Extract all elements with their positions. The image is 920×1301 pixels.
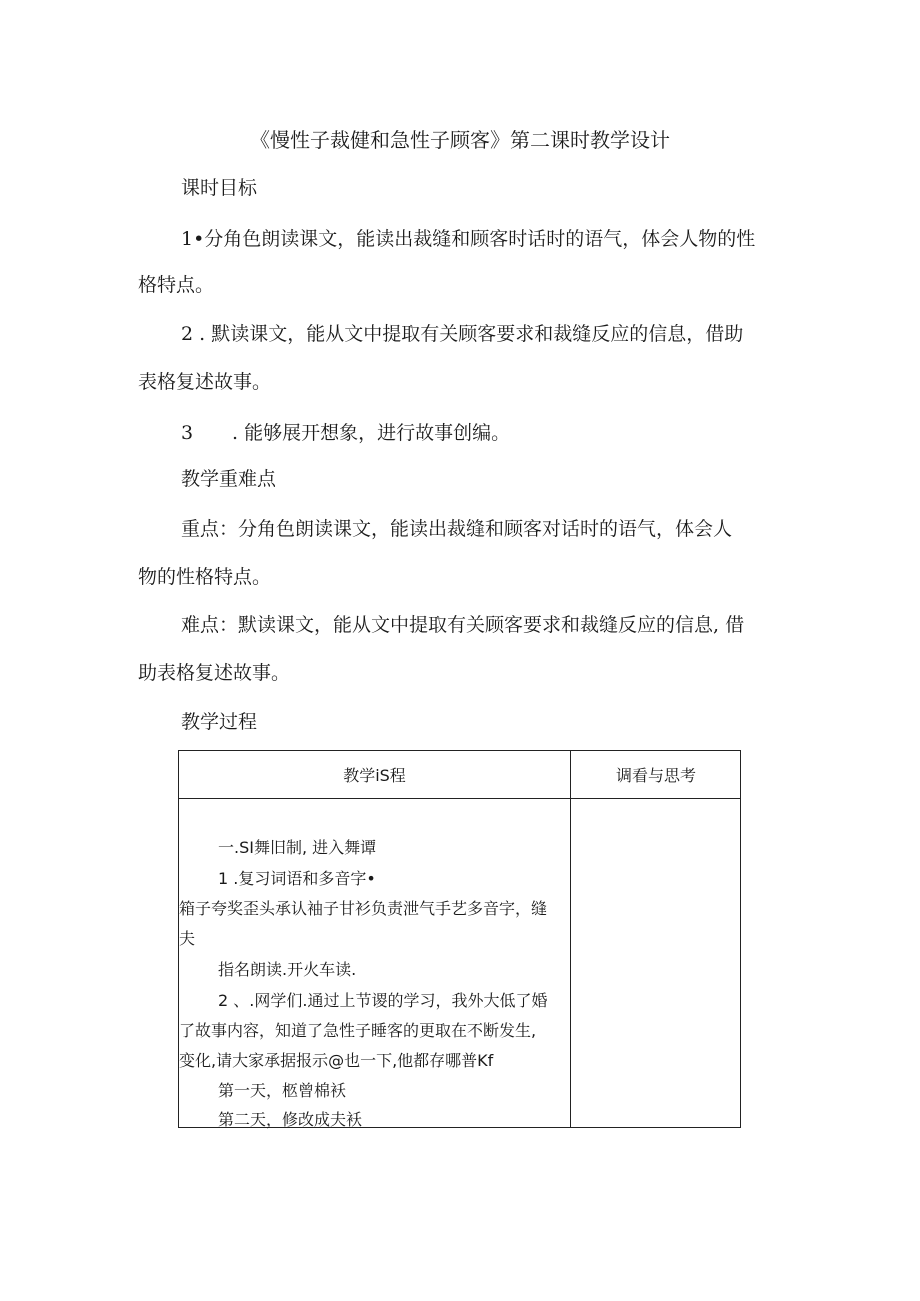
keypoint-line-2: 物的性格特点。 [138, 566, 272, 588]
table-header-divider [179, 798, 740, 799]
objective-2-line-1: 2 . 默读课文，能从文中提取有关顾客要求和裁缝反应的信息，借助 [181, 323, 744, 345]
objective-2-line-2: 表格复述故事。 [138, 371, 272, 393]
table-column-divider [570, 751, 571, 1127]
objective-1-line-2: 格特点。 [138, 274, 215, 296]
objective-1-line-1: 1•分角色朗读课文，能读出裁缝和顾客时话时的语气，体会人物的性 [181, 228, 756, 250]
table-row: 第二天，修改成夫袄 [218, 1110, 363, 1129]
objective-3-number: 3 [181, 422, 194, 444]
table-row: 夫 [179, 929, 196, 948]
objectives-heading: 课时目标 [181, 177, 258, 199]
table-header-process: 教学iS程 [343, 766, 406, 785]
table-header-reflection: 调看与思考 [615, 766, 696, 785]
table-row: 箱子夸奖歪头承认袖子甘衫负责泄气手艺多音字，缝 [179, 899, 548, 918]
objective-3-text: . 能够展开想象，进行故事创编。 [232, 422, 511, 444]
table-row: 指名朗读.开火车读. [218, 960, 357, 979]
table-row: 第一天，柩曾棉袄 [218, 1081, 347, 1100]
keypoint-line-1: 重点：分角色朗读课文，能读出裁缝和顾客对话时的语气，体会人 [181, 518, 733, 540]
difficulty-line-2: 助表格复述故事。 [138, 662, 291, 684]
table-row: 一.SI舞旧制, 进入舞谭 [218, 838, 377, 857]
keypoints-heading: 教学重难点 [181, 468, 277, 490]
table-row: 1 .复习词语和多音字• [218, 869, 376, 888]
table-row: 2 、.网学们.通过上节谡的学习，我外大低了婚 [218, 991, 548, 1010]
process-heading: 教学过程 [181, 711, 258, 733]
document-title: 《慢性子裁健和急性子顾客》第二课时教学设计 [250, 128, 670, 152]
table-row: 了故事内容，知道了急性子睡客的更取在不断发生, [179, 1021, 537, 1040]
process-table [178, 750, 741, 1128]
table-row: 变化,请大家承据报示@也一下,他都存哪普Kf [179, 1051, 494, 1070]
difficulty-line-1: 难点：默读课文，能从文中提取有关顾客要求和裁缝反应的信息, 借 [181, 614, 745, 636]
